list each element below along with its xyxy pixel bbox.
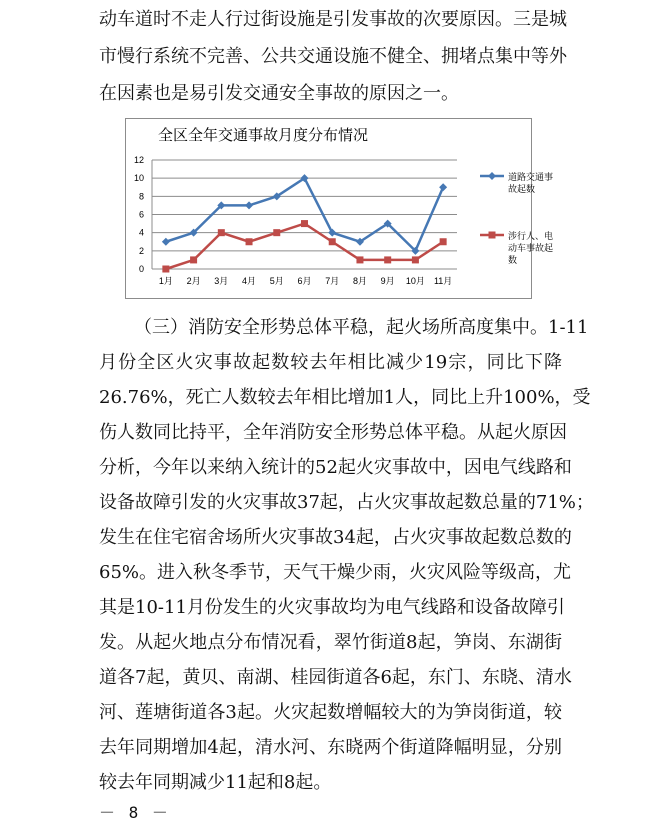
text-line: 河、莲塘街道各3起。火灾起数增幅较大的为笋岗街道，较 [99, 702, 562, 723]
x-tick-label: 2月 [186, 276, 201, 286]
x-tick-label: 6月 [297, 276, 312, 286]
data-point [301, 220, 308, 227]
text-line: 65%。进入秋冬季节，天气干燥少雨，火灾风险等级高，尤 [99, 562, 572, 583]
text-line: 去年同期增加4起，清水河、东晓两个街道降幅明显，分别 [99, 737, 562, 758]
legend-label: 道路交通事 [508, 172, 554, 182]
y-tick-label: 8 [138, 191, 144, 202]
data-point [412, 256, 419, 263]
text-line: 动车道时不走人行过街设施是引发事故的次要原因。三是城 [99, 9, 567, 30]
x-tick-label: 9月 [380, 276, 395, 286]
y-tick-label: 10 [133, 173, 144, 184]
y-tick-label: 12 [133, 155, 144, 165]
text-line: 在因素也是易引发交通安全事故的原因之一。 [99, 83, 459, 104]
chart-title: 全区全年交通事故月度分布情况 [157, 127, 369, 144]
data-point [190, 256, 197, 263]
data-point [273, 229, 280, 236]
x-tick-label: 7月 [325, 276, 340, 286]
y-tick-label: 6 [138, 209, 144, 220]
data-point [356, 256, 363, 263]
text-line: 伤人数同比持平，全年消防安全形势总体平稳。从起火原因 [99, 422, 567, 443]
data-point [329, 238, 336, 245]
text-line: 较去年同期减少11起和8起。 [99, 772, 332, 793]
chart-frame [126, 119, 532, 299]
text-line: 发生在住宅宿舍场所火灾事故34起，占火灾事故起数总数的 [99, 527, 572, 548]
monthly-accident-chart [125, 118, 554, 299]
y-tick-label: 0 [138, 264, 144, 274]
text-line: 分析，今年以来纳入统计的52起火灾事故中，因电气线路和 [99, 457, 572, 478]
text-line: 设备故障引发的火灾事故37起，占火灾事故起数总量的71%； [99, 492, 594, 513]
y-tick-label: 4 [138, 227, 144, 238]
page-number: － 8 － [99, 803, 170, 822]
text-line: 市慢行系统不完善、公共交通设施不健全、拥堵点集中等外 [99, 46, 567, 67]
x-tick-label: 4月 [242, 276, 257, 286]
x-tick-label: 8月 [352, 276, 367, 286]
data-point [384, 256, 391, 263]
legend-label: 涉行人、电 [508, 231, 554, 241]
legend-label: 故起数 [508, 184, 536, 194]
legend-marker [489, 232, 496, 239]
text-line: 道各7起，黄贝、南湖、桂园街道各6起，东门、东晓、清水 [99, 667, 572, 688]
text-line: 月份全区火灾事故起数较去年相比减少19宗，同比下降 [99, 352, 562, 373]
data-point [162, 266, 169, 273]
data-point [440, 238, 447, 245]
x-tick-label: 11月 [433, 276, 453, 286]
x-tick-label: 5月 [269, 276, 284, 286]
x-tick-label: 10月 [405, 276, 425, 286]
x-tick-label: 1月 [158, 276, 173, 286]
data-point [218, 229, 225, 236]
legend-label: 动车事故起 [508, 243, 554, 253]
data-point [246, 238, 253, 245]
text-line: 26.76%，死亡人数较去年相比增加1人，同比上升100%，受 [99, 387, 591, 408]
y-tick-label: 2 [138, 245, 144, 256]
text-line: （三）消防安全形势总体平稳，起火场所高度集中。1-11 [134, 317, 589, 338]
text-line: 其是10-11月份发生的火灾事故均为电气线路和设备故障引 [99, 597, 565, 618]
x-tick-label: 3月 [214, 276, 229, 286]
text-line: 发。从起火地点分布情况看，翠竹街道8起，笋岗、东湖街 [99, 632, 562, 653]
legend-label: 数 [508, 255, 518, 265]
